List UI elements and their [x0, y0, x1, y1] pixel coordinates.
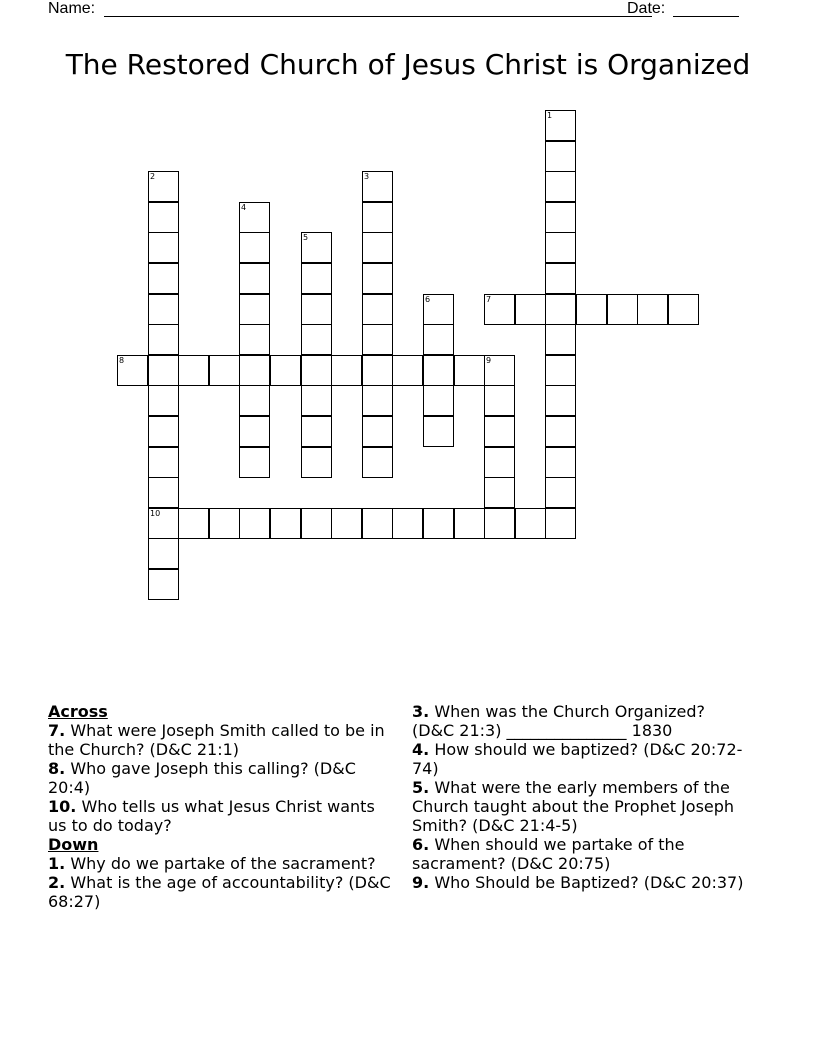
clue-down-9 [412, 873, 752, 892]
grid-cell[interactable] [148, 569, 179, 600]
clue-down-3 [412, 702, 752, 740]
grid-cell[interactable] [148, 508, 179, 539]
grid-cell[interactable] [301, 294, 332, 325]
clue-number-label: 10 [150, 509, 161, 518]
clue-number: 10. [48, 797, 77, 816]
clue-number-label: 8 [119, 356, 125, 365]
grid-cell[interactable] [545, 355, 576, 386]
grid-cell[interactable] [148, 538, 179, 569]
across-heading: Across [48, 702, 108, 721]
clue-number: 7. [48, 721, 66, 740]
clue-text: Who Should be Baptized? (D&C 20:37) [434, 873, 744, 892]
grid-cell[interactable] [331, 508, 362, 539]
grid-cell[interactable] [209, 508, 240, 539]
grid-cell[interactable] [270, 355, 301, 386]
grid-cell[interactable] [545, 294, 576, 325]
grid-cell[interactable] [545, 263, 576, 294]
grid-cell[interactable] [576, 294, 607, 325]
grid-cell[interactable] [484, 385, 515, 416]
grid-cell[interactable] [331, 355, 362, 386]
grid-cell[interactable] [239, 385, 270, 416]
clue-number: 4. [412, 740, 430, 759]
clues-column-left [48, 702, 393, 911]
grid-cell[interactable] [362, 232, 393, 263]
clue-number-label: 9 [486, 356, 492, 365]
grid-cell[interactable] [148, 202, 179, 233]
grid-cell[interactable] [392, 508, 423, 539]
clue-number-label: 1 [547, 111, 553, 120]
grid-cell[interactable] [668, 294, 699, 325]
grid-cell[interactable] [362, 508, 393, 539]
clue-number: 9. [412, 873, 430, 892]
grid-cell[interactable] [117, 355, 148, 386]
grid-cell[interactable] [148, 294, 179, 325]
grid-cell[interactable] [148, 447, 179, 478]
grid-cell[interactable] [454, 355, 485, 386]
grid-cell[interactable] [362, 294, 393, 325]
grid-cell[interactable] [239, 202, 270, 233]
clue-number-label: 7 [486, 295, 492, 304]
grid-cell[interactable] [545, 232, 576, 263]
grid-cell[interactable] [423, 324, 454, 355]
clue-across-8 [48, 759, 393, 797]
grid-cell[interactable] [607, 294, 638, 325]
grid-cell[interactable] [239, 324, 270, 355]
grid-cell[interactable] [239, 294, 270, 325]
grid-cell[interactable] [301, 447, 332, 478]
clue-number-label: 5 [303, 233, 309, 242]
grid-cell[interactable] [301, 416, 332, 447]
grid-cell[interactable] [362, 385, 393, 416]
grid-cell[interactable] [148, 171, 179, 202]
name-label: Name: [48, 0, 96, 17]
clue-down-6 [412, 835, 752, 873]
clue-down-5 [412, 778, 752, 835]
grid-cell[interactable] [148, 477, 179, 508]
clues-column-right [412, 702, 752, 892]
grid-cell[interactable] [484, 477, 515, 508]
grid-cell[interactable] [301, 385, 332, 416]
clue-down-1 [48, 854, 393, 873]
grid-cell[interactable] [239, 232, 270, 263]
grid-cell[interactable] [423, 385, 454, 416]
grid-cell[interactable] [484, 355, 515, 386]
clue-down-4 [412, 740, 752, 778]
grid-cell[interactable] [545, 324, 576, 355]
grid-cell[interactable] [362, 324, 393, 355]
grid-cell[interactable] [239, 416, 270, 447]
page-title: The Restored Church of Jesus Christ is Organized [65, 48, 751, 81]
grid-cell[interactable] [545, 202, 576, 233]
grid-cell[interactable] [301, 232, 332, 263]
clue-number: 2. [48, 873, 66, 892]
grid-cell[interactable] [392, 355, 423, 386]
clue-text: When was the Church Organized? (D&C 21:3) _______________ 1830 [412, 702, 706, 740]
grid-cell[interactable] [362, 263, 393, 294]
grid-cell[interactable] [178, 355, 209, 386]
clue-number-label: 4 [241, 203, 247, 212]
grid-cell[interactable] [484, 447, 515, 478]
grid-cell[interactable] [545, 385, 576, 416]
grid-cell[interactable] [270, 508, 301, 539]
grid-cell[interactable] [148, 324, 179, 355]
grid-cell[interactable] [148, 416, 179, 447]
clue-text: What were the early members of the Church taught about the Prophet Joseph Smith? (D&C 21:4-5) [412, 778, 735, 835]
clue-number: 8. [48, 759, 66, 778]
grid-cell[interactable] [545, 110, 576, 141]
date-label: Date: [627, 0, 666, 17]
grid-cell[interactable] [484, 294, 515, 325]
grid-cell[interactable] [239, 447, 270, 478]
grid-cell[interactable] [515, 294, 546, 325]
clue-text: Why do we partake of the sacrament? [70, 854, 376, 873]
grid-cell[interactable] [423, 416, 454, 447]
clue-text: How should we baptized? (D&C 20:72-74) [412, 740, 743, 778]
down-heading: Down [48, 835, 99, 854]
grid-cell[interactable] [209, 355, 240, 386]
grid-cell[interactable] [239, 355, 270, 386]
clue-number-label: 2 [150, 172, 156, 181]
clue-number-label: 3 [364, 172, 370, 181]
clue-number: 6. [412, 835, 430, 854]
clue-number: 3. [412, 702, 430, 721]
grid-cell[interactable] [362, 447, 393, 478]
grid-cell[interactable] [545, 141, 576, 172]
grid-cell[interactable] [545, 477, 576, 508]
clue-number: 5. [412, 778, 430, 797]
clue-number: 1. [48, 854, 66, 873]
clue-text: What were Joseph Smith called to be in the Church? (D&C 21:1) [48, 721, 385, 759]
grid-cell[interactable] [454, 508, 485, 539]
grid-cell[interactable] [239, 508, 270, 539]
clue-text: Who gave Joseph this calling? (D&C 20:4) [48, 759, 356, 797]
grid-cell[interactable] [148, 355, 179, 386]
grid-cell[interactable] [148, 232, 179, 263]
grid-cell[interactable] [545, 508, 576, 539]
clue-across-7 [48, 721, 393, 759]
grid-cell[interactable] [178, 508, 209, 539]
clue-number-label: 6 [425, 295, 431, 304]
clue-across-10 [48, 797, 393, 835]
grid-cell[interactable] [148, 385, 179, 416]
grid-cell[interactable] [301, 263, 332, 294]
grid-cell[interactable] [423, 508, 454, 539]
grid-cell[interactable] [362, 416, 393, 447]
clue-text: When should we partake of the sacrament? (D&C 20:75) [412, 835, 685, 873]
grid-cell[interactable] [484, 416, 515, 447]
grid-cell[interactable] [148, 263, 179, 294]
grid-cell[interactable] [637, 294, 668, 325]
grid-cell[interactable] [301, 355, 332, 386]
grid-cell[interactable] [423, 355, 454, 386]
clue-text: Who tells us what Jesus Christ wants us to do today? [48, 797, 375, 835]
grid-cell[interactable] [545, 447, 576, 478]
clue-text: What is the age of accountability? (D&C 68:27) [48, 873, 391, 911]
grid-cell[interactable] [301, 324, 332, 355]
grid-cell[interactable] [362, 355, 393, 386]
grid-cell[interactable] [362, 171, 393, 202]
grid-cell[interactable] [545, 171, 576, 202]
grid-cell[interactable] [301, 508, 332, 539]
grid-cell[interactable] [239, 263, 270, 294]
grid-cell[interactable] [423, 294, 454, 325]
grid-cell[interactable] [545, 416, 576, 447]
grid-cell[interactable] [484, 508, 515, 539]
grid-cell[interactable] [515, 508, 546, 539]
grid-cell[interactable] [362, 202, 393, 233]
clue-down-2 [48, 873, 393, 911]
